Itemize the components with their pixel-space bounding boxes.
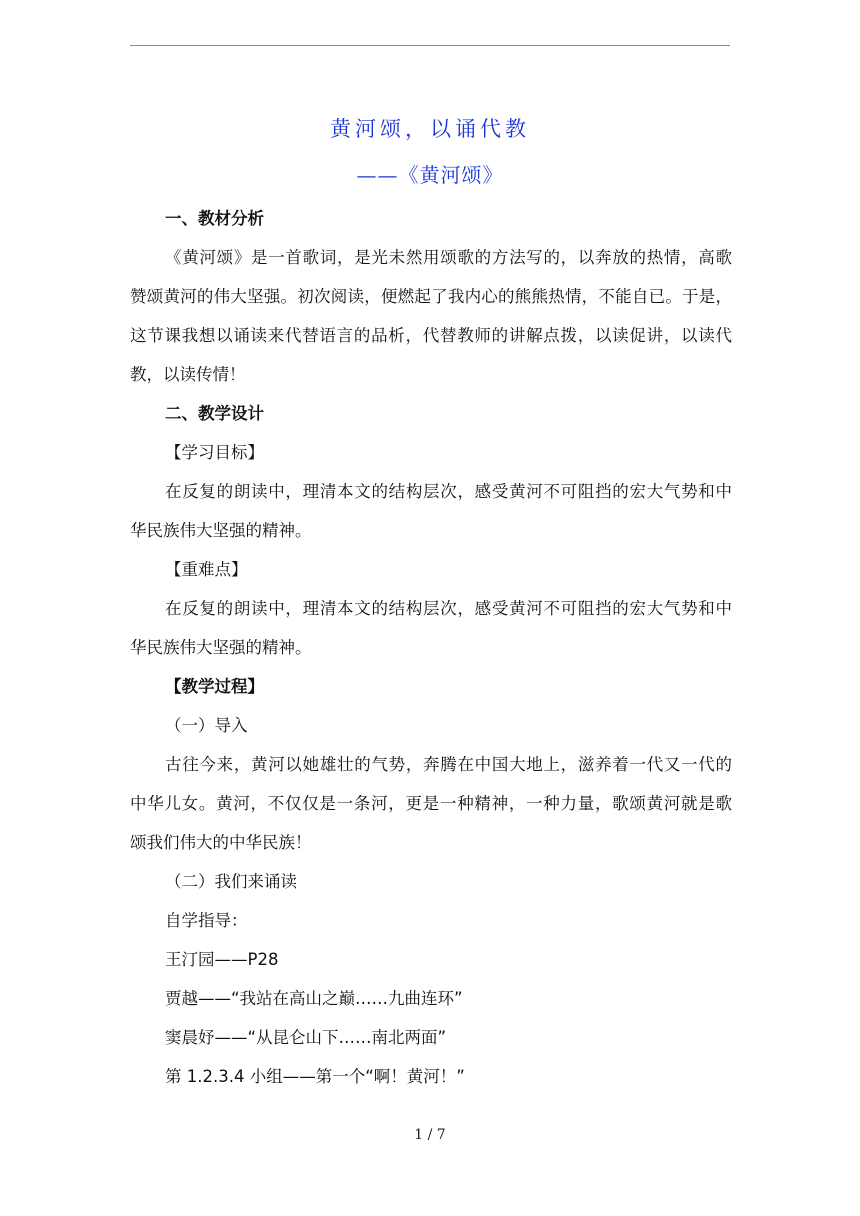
section-heading-design: 二、教学设计 xyxy=(165,404,264,423)
header-rule xyxy=(130,45,730,46)
subheading-process: 【教学过程】 xyxy=(165,677,264,696)
paragraph-line: 华民族伟大坚强的精神。 xyxy=(130,638,312,657)
list-item: 第 1.2.3.4 小组——第一个“啊！黄河！” xyxy=(165,1067,465,1086)
paragraph-line: 在反复的朗读中，理清本文的结构层次，感受黄河不可阻挡的宏大气势和中 xyxy=(165,482,732,501)
list-item: 窦晨妤——“从昆仑山下……南北两面” xyxy=(165,1028,447,1047)
paragraph-line: 这节课我想以诵读来代替语言的品析，代替教师的讲解点拨，以读促讲，以读代 xyxy=(130,326,732,345)
document-subtitle: ——《黄河颂》 xyxy=(356,163,504,187)
subheading-objectives: 【学习目标】 xyxy=(165,443,264,462)
subheading-intro: （一）导入 xyxy=(165,716,248,735)
paragraph-line: 中华儿女。黄河，不仅仅是一条河，更是一种精神，一种力量，歌颂黄河就是歌 xyxy=(130,794,732,813)
paragraph-line: 华民族伟大坚强的精神。 xyxy=(130,521,312,540)
list-item: 贾越——“我站在高山之巅……九曲连环” xyxy=(165,989,463,1008)
document-title: 黄河颂，以诵代教 xyxy=(330,117,530,141)
paragraph-line: 教，以读传情！ xyxy=(130,365,246,384)
paragraph-line: 古往今来，黄河以她雄壮的气势，奔腾在中国大地上，滋养着一代又一代的 xyxy=(165,755,732,774)
list-item: 王汀园——P28 xyxy=(165,950,279,969)
list-label: 自学指导： xyxy=(165,911,248,930)
paragraph-line: 《黄河颂》是一首歌词，是光未然用颂歌的方法写的，以奔放的热情，高歌 xyxy=(165,248,732,267)
subheading-key-points: 【重难点】 xyxy=(165,560,248,579)
paragraph-line: 在反复的朗读中，理清本文的结构层次，感受黄河不可阻挡的宏大气势和中 xyxy=(165,599,732,618)
paragraph-line: 颂我们伟大的中华民族！ xyxy=(130,833,312,852)
section-heading-analysis: 一、教材分析 xyxy=(165,209,264,228)
page-number: 1 / 7 xyxy=(414,1127,446,1143)
subheading-recitation: （二）我们来诵读 xyxy=(165,872,297,891)
paragraph-line: 赞颂黄河的伟大坚强。初次阅读，便燃起了我内心的熊熊热情，不能自已。于是， xyxy=(130,287,732,306)
